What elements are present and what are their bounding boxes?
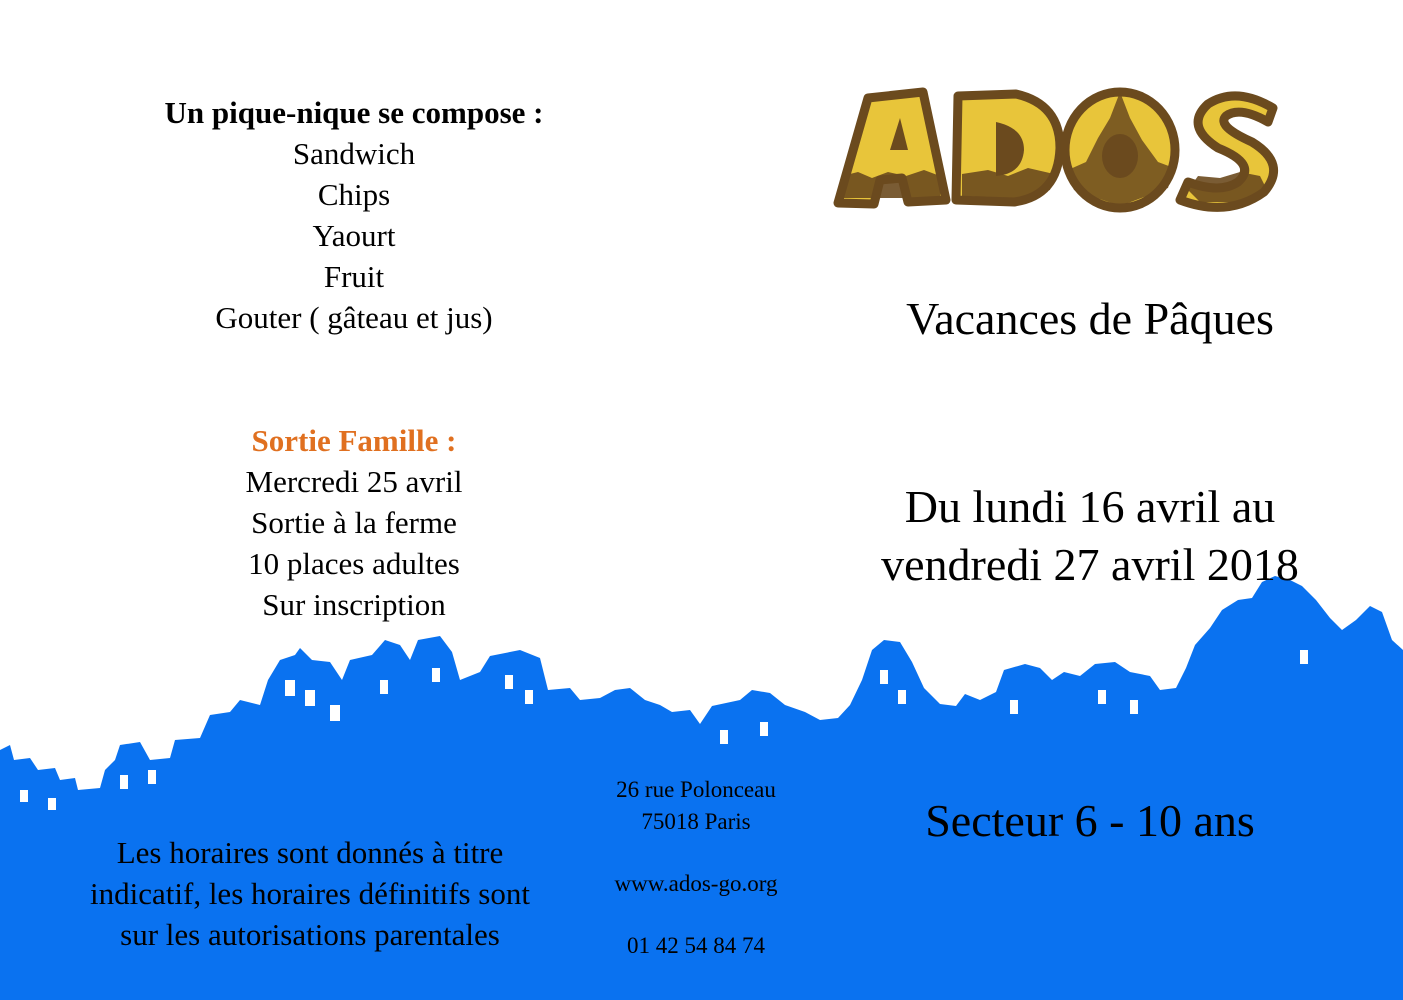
notice-line: indicatif, les horaires définitifs sont — [90, 876, 530, 911]
picnic-item: Sandwich — [292, 136, 416, 171]
event-dates-line: vendredi 27 avril 2018 — [881, 539, 1299, 590]
family-outing-line: 10 places adultes — [248, 546, 460, 581]
picnic-item: Gouter ( gâteau et jus) — [215, 300, 493, 335]
family-outing-line: Sur inscription — [262, 587, 446, 622]
picnic-item: Yaourt — [312, 218, 396, 253]
spacer — [585, 838, 807, 868]
picnic-item: Fruit — [323, 259, 385, 294]
event-dates — [820, 478, 1360, 594]
picnic-heading: Un pique-nique se compose : — [164, 95, 544, 130]
picnic-section — [100, 92, 608, 338]
address-city: 75018 Paris — [641, 809, 751, 834]
event-title: Vacances de Pâques — [906, 293, 1274, 344]
notice-line: Les horaires sont donnés à titre — [116, 835, 504, 870]
family-outing-line: Mercredi 25 avril — [245, 464, 463, 499]
notice-line: sur les autorisations parentales — [120, 917, 500, 952]
phone-number: 01 42 54 84 74 — [627, 933, 765, 958]
schedule-notice — [40, 832, 580, 955]
spacer — [585, 900, 807, 930]
address-street: 26 rue Polonceau — [616, 777, 776, 802]
family-outing-section — [100, 420, 608, 625]
age-sector: Secteur 6 - 10 ans — [925, 795, 1255, 846]
picnic-item: Chips — [317, 177, 391, 212]
ados-logo — [828, 78, 1298, 213]
family-outing-heading: Sortie Famille : — [251, 423, 457, 458]
website-link[interactable]: www.ados-go.org — [614, 871, 778, 896]
event-dates-line: Du lundi 16 avril au — [904, 481, 1276, 532]
contact-block — [585, 774, 807, 962]
family-outing-line: Sortie à la ferme — [251, 505, 457, 540]
